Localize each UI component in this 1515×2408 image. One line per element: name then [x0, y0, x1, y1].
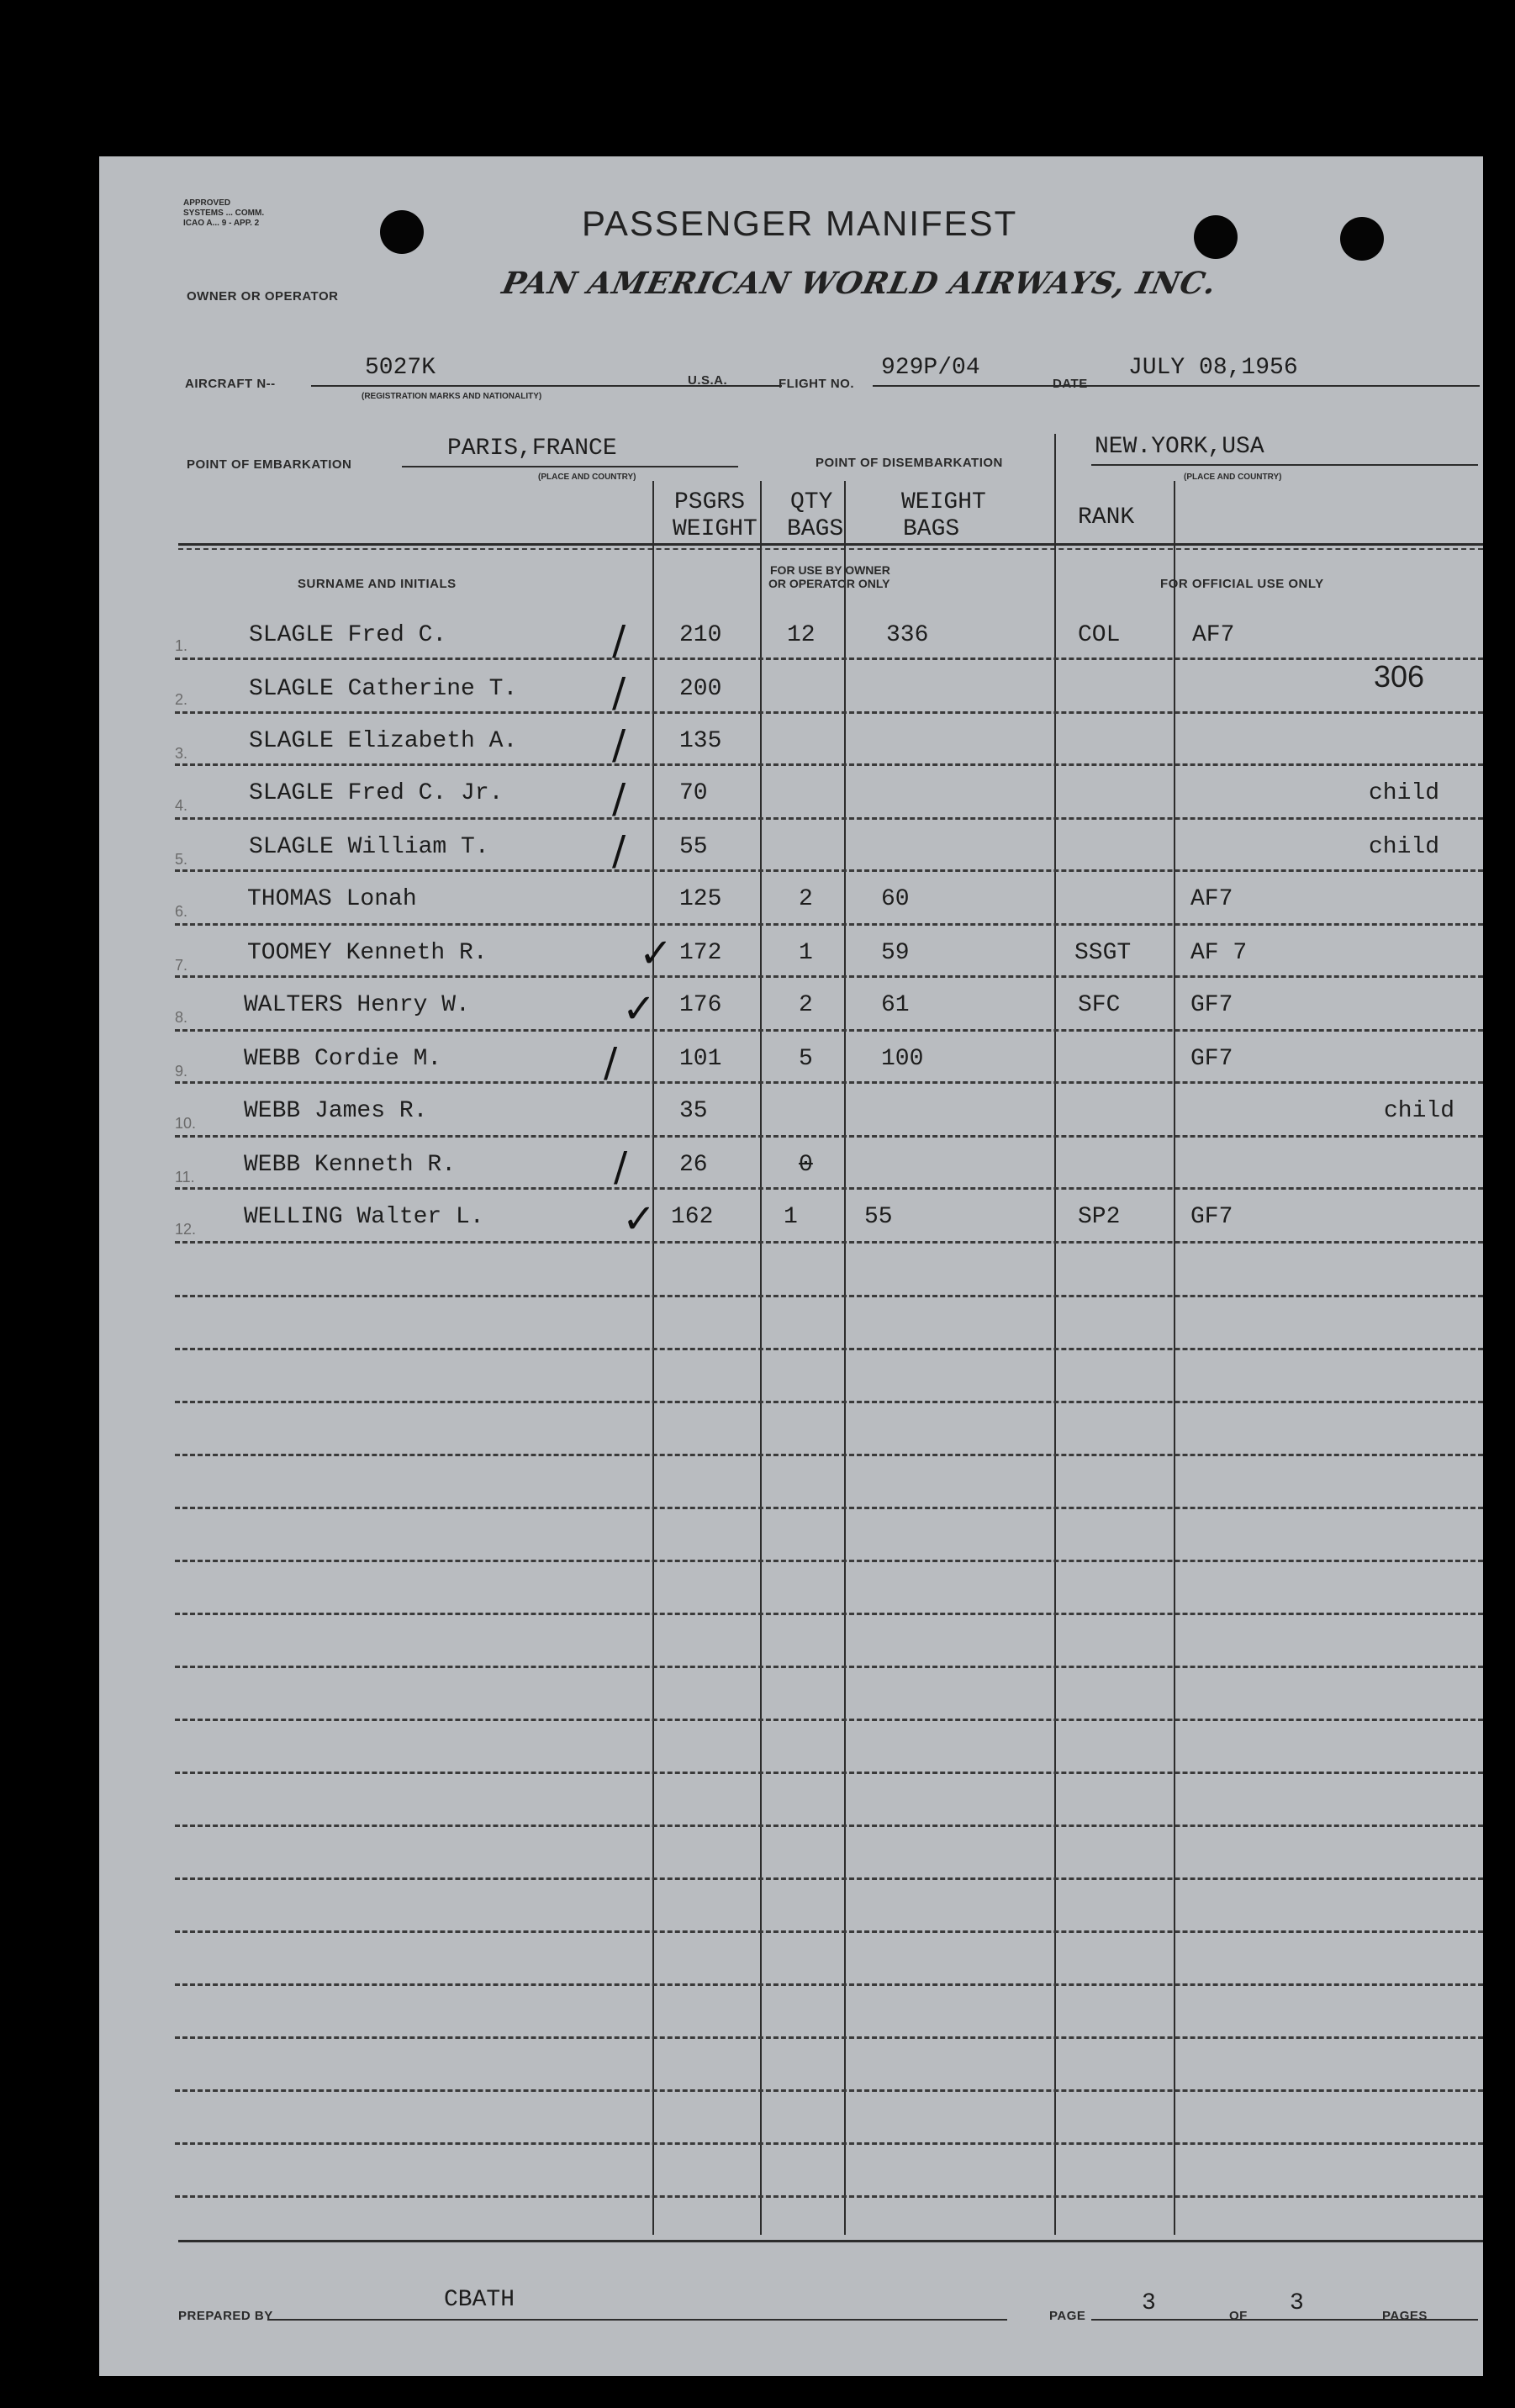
- passenger-weight: 70: [679, 780, 708, 806]
- passenger-name: SLAGLE Fred C.: [249, 622, 447, 648]
- bag-quantity: 5: [799, 1046, 813, 1072]
- check-mark: ✓: [622, 985, 657, 1032]
- owner-use-1: FOR USE BY OWNER: [770, 563, 890, 577]
- disembark-value: NEW.YORK,USA: [1095, 434, 1264, 460]
- bag-quantity: 2: [799, 886, 813, 912]
- aircraft-value: 5027K: [365, 355, 436, 381]
- page-title: PASSENGER MANIFEST: [582, 203, 1018, 243]
- page-underline: [1091, 2319, 1478, 2321]
- of-value: 3: [1290, 2290, 1304, 2316]
- col-psgrs-1: PSGRS: [674, 489, 746, 515]
- date-label: DATE: [1053, 377, 1088, 391]
- row-rule: [175, 869, 1483, 872]
- row-rule: [175, 923, 1483, 926]
- row-number: 3.: [175, 745, 188, 762]
- col-divider-weight: [1054, 434, 1056, 2235]
- owner-use-2: OR OPERATOR ONLY: [768, 577, 890, 590]
- row-number: 10.: [175, 1115, 197, 1132]
- row-number: 9.: [175, 1063, 188, 1080]
- check-mark: /: [612, 669, 626, 716]
- passenger-name: TOOMEY Kenneth R.: [247, 940, 488, 966]
- owner-label: OWNER OR OPERATOR: [187, 289, 339, 304]
- bag-quantity: 12: [787, 622, 816, 648]
- row-number: 6.: [175, 903, 188, 920]
- col-divider-rank: [1174, 481, 1175, 2235]
- row-rule: [175, 1081, 1483, 1084]
- empty-row-rule: [175, 1877, 1483, 1880]
- passenger-weight: 162: [671, 1204, 714, 1230]
- row-rule: [175, 1029, 1483, 1032]
- approval-line-3: ICAO A... 9 - APP. 2: [183, 219, 260, 228]
- passenger-name: SLAGLE Catherine T.: [249, 676, 518, 702]
- row-note: child: [1369, 834, 1440, 860]
- col-divider-name: [652, 481, 654, 2235]
- row-note: child: [1369, 780, 1440, 806]
- col-qty-1: QTY: [790, 489, 833, 515]
- row-rule: [175, 1241, 1483, 1244]
- bag-weight: 55: [864, 1204, 893, 1230]
- bag-weight: 336: [886, 622, 929, 648]
- passenger-weight: 176: [679, 992, 722, 1018]
- empty-row-rule: [175, 1295, 1483, 1297]
- col-weight-1: WEIGHT: [901, 489, 986, 515]
- row-note: 306: [1374, 659, 1425, 694]
- official-code: GF7: [1190, 1204, 1233, 1230]
- flight-label: FLIGHT NO.: [779, 377, 854, 391]
- bag-quantity: 1: [784, 1204, 798, 1230]
- bag-weight: 61: [881, 992, 910, 1018]
- page-label: PAGE: [1049, 2309, 1086, 2323]
- empty-row-rule: [175, 1348, 1483, 1350]
- row-note: child: [1384, 1098, 1455, 1124]
- col-psgrs-2: WEIGHT: [673, 516, 758, 542]
- official-use: FOR OFFICIAL USE ONLY: [1160, 577, 1324, 591]
- empty-row-rule: [175, 1719, 1483, 1721]
- approval-line-1: APPROVED: [183, 198, 231, 208]
- empty-row-rule: [175, 1983, 1483, 1986]
- passenger-name: WEBB James R.: [244, 1098, 428, 1124]
- header-rule: [178, 543, 1483, 546]
- passenger-name: THOMAS Lonah: [247, 886, 417, 912]
- usa-label: U.S.A.: [688, 373, 728, 388]
- passenger-weight: 172: [679, 940, 722, 966]
- row-number: 5.: [175, 851, 188, 868]
- empty-row-rule: [175, 1666, 1483, 1668]
- bag-quantity: 0: [799, 1152, 813, 1178]
- prepared-underline: [267, 2319, 1007, 2321]
- punch-hole: [1194, 215, 1238, 259]
- check-mark: /: [614, 1143, 628, 1191]
- empty-row-rule: [175, 2142, 1483, 2145]
- row-number: 2.: [175, 691, 188, 708]
- empty-row-rule: [175, 2195, 1483, 2198]
- row-rule: [175, 711, 1483, 714]
- registration-note: (REGISTRATION MARKS AND NATIONALITY): [362, 392, 542, 401]
- disembark-label: POINT OF DISEMBARKATION: [816, 456, 1003, 470]
- rank: COL: [1078, 622, 1121, 648]
- prepared-value: CBATH: [444, 2287, 515, 2313]
- passenger-name: SLAGLE William T.: [249, 834, 489, 860]
- row-rule: [175, 763, 1483, 766]
- row-number: 4.: [175, 797, 188, 814]
- bag-weight: 100: [881, 1046, 924, 1072]
- official-code: AF7: [1192, 622, 1235, 648]
- passenger-weight: 135: [679, 728, 722, 754]
- empty-row-rule: [175, 1772, 1483, 1774]
- official-code: GF7: [1190, 1046, 1233, 1072]
- row-number: 1.: [175, 637, 188, 654]
- bag-weight: 60: [881, 886, 910, 912]
- passenger-weight: 101: [679, 1046, 722, 1072]
- row-rule: [175, 657, 1483, 660]
- row-rule: [175, 1187, 1483, 1190]
- col-name: SURNAME AND INITIALS: [298, 577, 457, 591]
- flight-value: 929P/04: [881, 355, 980, 381]
- passenger-name: SLAGLE Fred C. Jr.: [249, 780, 504, 806]
- embark-label: POINT OF EMBARKATION: [187, 457, 352, 472]
- empty-row-rule: [175, 1507, 1483, 1509]
- official-code: GF7: [1190, 992, 1233, 1018]
- rank: SP2: [1078, 1204, 1121, 1230]
- row-number: 7.: [175, 957, 188, 974]
- check-mark: ✓: [639, 930, 673, 977]
- passenger-weight: 210: [679, 622, 722, 648]
- bag-quantity: 2: [799, 992, 813, 1018]
- empty-row-rule: [175, 1560, 1483, 1562]
- rank: SFC: [1078, 992, 1121, 1018]
- row-rule: [175, 975, 1483, 978]
- passenger-weight: 55: [679, 834, 708, 860]
- footer-rule: [178, 2240, 1483, 2242]
- embark-value: PARIS,FRANCE: [447, 436, 617, 462]
- punch-hole: [1340, 217, 1384, 261]
- row-number: 11.: [175, 1169, 195, 1186]
- check-mark: /: [612, 721, 626, 768]
- of-label: OF: [1229, 2309, 1248, 2323]
- official-code: AF7: [1190, 886, 1233, 912]
- bag-quantity: 1: [799, 940, 813, 966]
- col-divider-qty: [844, 481, 846, 2235]
- punch-hole: [380, 210, 424, 254]
- date-underline: [1105, 385, 1480, 387]
- col-rank: RANK: [1078, 504, 1135, 531]
- passenger-weight: 200: [679, 676, 722, 702]
- passenger-name: WELLING Walter L.: [244, 1204, 484, 1230]
- bag-weight: 59: [881, 940, 910, 966]
- empty-row-rule: [175, 2036, 1483, 2039]
- date-value: JULY 08,1956: [1128, 355, 1298, 381]
- approval-line-2: SYSTEMS ... COMM.: [183, 209, 265, 218]
- row-rule: [175, 817, 1483, 820]
- passenger-weight: 26: [679, 1152, 708, 1178]
- empty-row-rule: [175, 1401, 1483, 1403]
- disembark-underline: [1091, 464, 1478, 466]
- col-weight-2: BAGS: [903, 516, 960, 542]
- manifest-sheet: [99, 156, 1483, 2376]
- passenger-weight: 35: [679, 1098, 708, 1124]
- company-name: PAN AMERICAN WORLD AIRWAYS, INC.: [499, 266, 1221, 301]
- col-qty-2: BAGS: [787, 516, 844, 542]
- rank: SSGT: [1074, 940, 1132, 966]
- passenger-name: WEBB Cordie M.: [244, 1046, 442, 1072]
- empty-row-rule: [175, 1454, 1483, 1456]
- row-rule: [175, 1135, 1483, 1138]
- pages-label: PAGES: [1382, 2309, 1428, 2323]
- header-rule-2: [178, 548, 1483, 550]
- empty-row-rule: [175, 1930, 1483, 1933]
- aircraft-label: AIRCRAFT N--: [185, 377, 276, 391]
- check-mark: /: [604, 1039, 618, 1086]
- row-number: 12.: [175, 1221, 197, 1238]
- passenger-name: WEBB Kenneth R.: [244, 1152, 457, 1178]
- col-divider-psgrs: [760, 481, 762, 2235]
- check-mark: /: [612, 775, 626, 822]
- embark-underline: [402, 466, 738, 467]
- check-mark: ✓: [622, 1196, 657, 1243]
- embark-note: (PLACE AND COUNTRY): [538, 473, 636, 482]
- passenger-name: SLAGLE Elizabeth A.: [249, 728, 518, 754]
- empty-row-rule: [175, 2089, 1483, 2092]
- passenger-name: WALTERS Henry W.: [244, 992, 470, 1018]
- official-code: AF 7: [1190, 940, 1248, 966]
- disembark-note: (PLACE AND COUNTRY): [1184, 473, 1282, 482]
- check-mark: /: [612, 617, 626, 664]
- empty-row-rule: [175, 1613, 1483, 1615]
- row-number: 8.: [175, 1009, 188, 1026]
- empty-row-rule: [175, 1824, 1483, 1827]
- passenger-weight: 125: [679, 886, 722, 912]
- prepared-label: PREPARED BY: [178, 2309, 273, 2323]
- page-value: 3: [1142, 2290, 1156, 2316]
- check-mark: /: [612, 827, 626, 874]
